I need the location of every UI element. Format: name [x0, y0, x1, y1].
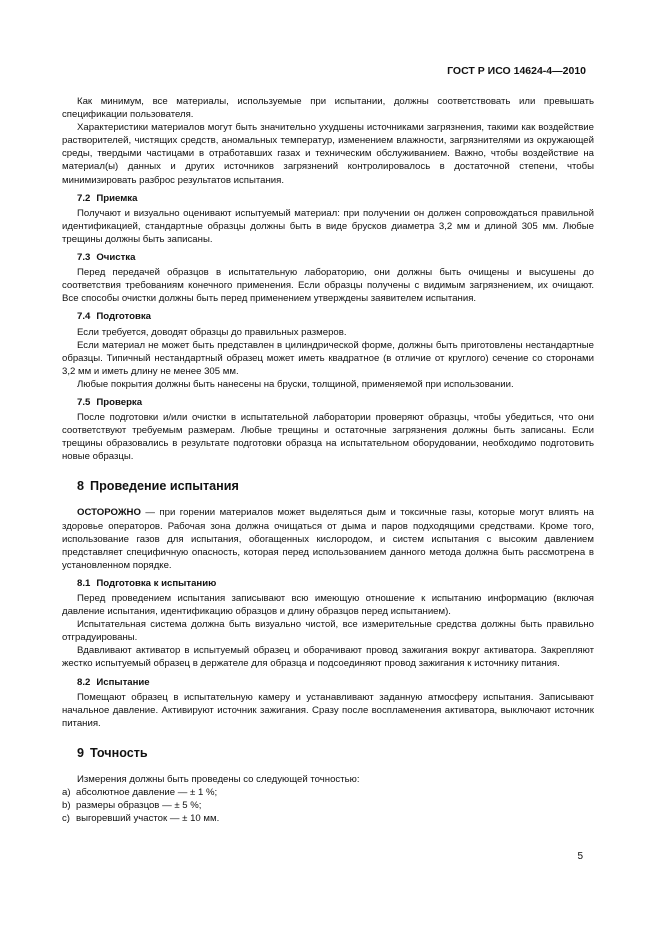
section-7-3-heading [77, 251, 594, 264]
section-7-4-paragraph-3: Любые покрытия должны быть нанесены на бруски, толщиной, применяемой при использовании. [77, 378, 514, 390]
page-number: 5 [577, 851, 583, 862]
section-8-2-paragraph-1: Помещают образец в испытательную камеру и устанавливают заданную атмосферу испытания. Записывают начальное давление. Активируют источник зажигания. Сразу после воспламенения активатора, выключают источник питания. [62, 691, 594, 729]
section-number: 7.4 [77, 311, 91, 323]
document-body [62, 95, 594, 825]
section-7-4-paragraph-1: Если требуется, доводят образцы до правильных размеров. [77, 326, 347, 338]
section-8-2-heading [77, 676, 594, 689]
list-item-label: c) [62, 813, 70, 825]
section-7-5-heading [77, 396, 594, 409]
section-8-1-heading [77, 577, 594, 590]
section-number: 7.2 [77, 192, 91, 204]
section-number: 8 [77, 479, 85, 494]
section-9-heading [77, 746, 594, 761]
list-item [62, 786, 594, 799]
section-7-4-paragraph-2: Если материал не может быть представлен в цилиндрической форме, должны быть приготовлены нестандартные образцы. Типичный нестандартный образец может иметь квадратное (в отличие от круглого) сечение со сторонами 3,2 мм и иметь длину не менее 305 мм. [62, 339, 594, 377]
section-number: 7.5 [77, 396, 91, 408]
section-title: Точность [90, 745, 148, 760]
warning-text: — при горении материалов может выделяться дым и токсичные газы, которые могут влиять на здоровье операторов. Рабочая зона должна очищаться от дыма и паров подходящими средствами. Кроме того, использование газов для испытания, обогащенных кислородом, и систем испытания с высоким давлением представляет специфичную опасность, которая перед использованием данного метода должна быть рассмотрена в установленном порядке. [62, 507, 594, 571]
section-8-1-paragraph-3: Вдавливают активатор в испытуемый образец и оборачивают провод зажигания вокруг активатора. Закрепляют жестко испытуемый образец в держателе для образца и подсоединяют провод зажигания к источнику питания. [62, 645, 594, 670]
section-number: 7.3 [77, 252, 91, 264]
warning-paragraph [62, 506, 594, 571]
list-item-label: a) [62, 787, 71, 799]
section-8-heading [77, 479, 594, 494]
section-title: Очистка [96, 252, 136, 264]
list-item [62, 812, 594, 825]
section-7-3-paragraph-1: Перед передачей образцов в испытательную лабораторию, они должны быть очищены и высушены до соответствия требованиям конечного применения. Если образцы получены с видимым загрязнением, их очищают. Все способы очистки должны быть перед применением утверждены заявителем испытания. [62, 267, 594, 305]
list-item [62, 799, 594, 812]
section-8-1-paragraph-2: Испытательная система должна быть визуально чистой, все измерительные средства должны быть правильно отградуированы. [62, 619, 594, 644]
list-item-label: b) [62, 800, 71, 812]
section-title: Подготовка [96, 311, 152, 323]
section-9-intro: Измерения должны быть проведены со следующей точностью: [77, 773, 360, 785]
section-number: 9 [77, 745, 85, 760]
section-7-4-heading [77, 310, 594, 323]
section-8-1-paragraph-1: Перед проведением испытания записывают всю имеющую отношение к испытанию информацию (включая давление испытания, идентификацию образцов и длину образцов перед испытанием). [62, 593, 594, 618]
section-number: 8.1 [77, 577, 91, 589]
section-title: Проведение испытания [90, 479, 239, 494]
list-item-text: выгоревший участок — ± 10 мм. [76, 813, 220, 825]
list-item-text: абсолютное давление — ± 1 %; [76, 787, 218, 799]
section-7-2-paragraph-1: Получают и визуально оценивают испытуемый материал: при получении он должен сопровождаться правильной идентификацией, стандартные образцы должны быть в виде брусков диаметра 3,2 мм и длиной 305 мм. Любые трещины должны быть записаны. [62, 207, 594, 245]
warning-label: ОСТОРОЖНО [77, 507, 141, 519]
list-item-text: размеры образцов — ± 5 %; [76, 800, 202, 812]
section-title: Проверка [96, 396, 143, 408]
intro-paragraph-1: Как минимум, все материалы, используемые при испытании, должны соответствовать или превышать спецификации пользователя. [62, 96, 594, 121]
intro-paragraph-2: Характеристики материалов могут быть значительно ухудшены источниками загрязнения, такими как воздействие растворителей, чистящих средств, аномальных температур, изменением влажности, загрязнителями из окружающей среды, твердыми частицами в отработавших газах и техническим обслуживанием. Важно, чтобы воздействие на материал(ы) данных и других источников загрязнений контролировалось в достаточной степени, чтобы минимизировать разброс результатов испытания. [62, 122, 594, 186]
section-7-5-paragraph-1: После подготовки и/или очистки в испытательной лаборатории проверяют образцы, чтобы убедиться, что они соответствуют требуемым размерам. Любые трещины и остаточные загрязнения должны быть записаны. Если трещины образовались в результате подготовки образца на испытательном оборудовании, необходимо подготовить новые образцы. [62, 412, 594, 463]
section-7-2-heading [77, 192, 594, 205]
document-header: ГОСТ Р ИСО 14624-4—2010 [447, 65, 586, 77]
section-title: Приемка [96, 192, 138, 204]
section-title: Подготовка к испытанию [96, 577, 217, 589]
section-title: Испытание [96, 676, 150, 688]
section-number: 8.2 [77, 676, 91, 688]
